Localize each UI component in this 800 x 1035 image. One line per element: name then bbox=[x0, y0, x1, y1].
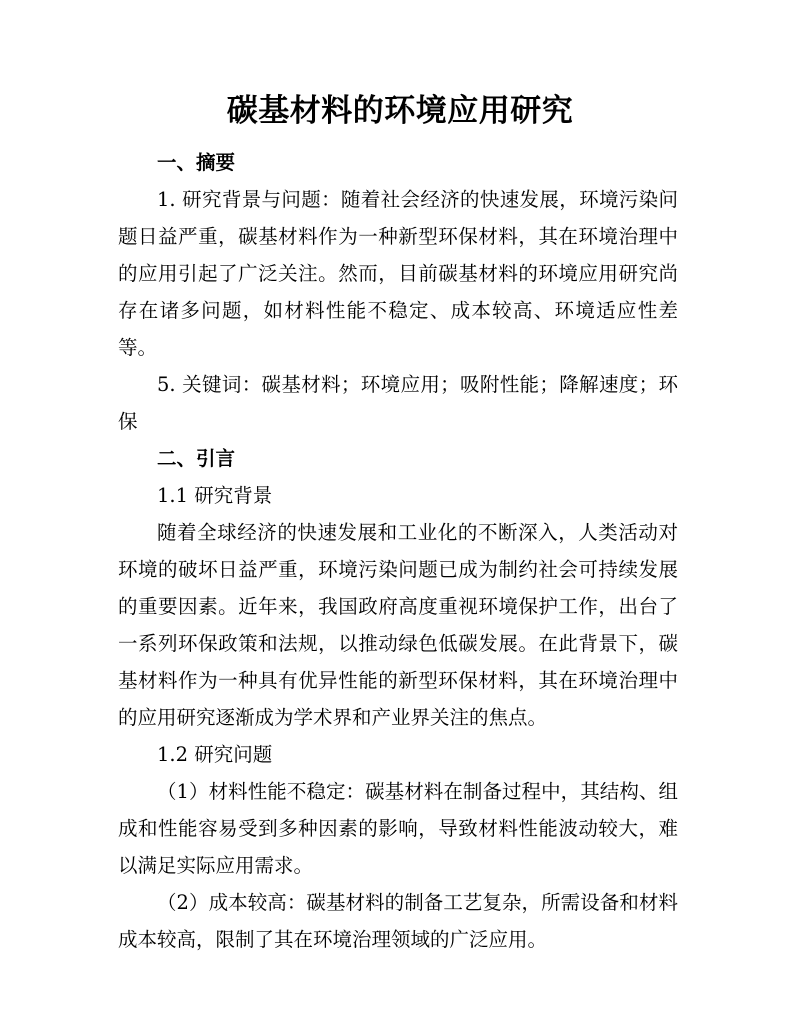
document-body bbox=[118, 144, 678, 958]
research-question-item-2: （2）成本较高：碳基材料的制备工艺复杂，所需设备和材料成本较高，限制了其在环境治理领域的广泛应用。 bbox=[118, 891, 678, 951]
abstract-paragraph: 1. 研究背景与问题：随着社会经济的快速发展，环境污染问题日益严重，碳基材料作为一种新型环保材料，其在环境治理中的应用引起了广泛关注。然而，目前碳基材料的环境应用研究尚存在诸多问题，如材料性能不稳定、成本较高、环境适应性差等。 bbox=[118, 188, 678, 359]
abstract-keywords: 5. 关键词：碳基材料；环境应用；吸附性能；降解速度；环保 bbox=[118, 373, 678, 433]
subheading-research-background: 1.1 研究背景 bbox=[157, 484, 273, 507]
section-heading-introduction: 二、引言 bbox=[157, 447, 236, 470]
document-title: 碳基材料的环境应用研究 bbox=[226, 93, 574, 129]
paragraph-research-background: 随着全球经济的快速发展和工业化的不断深入，人类活动对环境的破坏日益严重，环境污染问题已成为制约社会可持续发展的重要因素。近年来，我国政府高度重视环境保护工作，出台了一系列环保政策和法规，以推动绿色低碳发展。在此背景下，碳基材料作为一种具有优异性能的新型环保材料，其在环境治理中的应用研究逐渐成为学术界和产业界关注的焦点。 bbox=[118, 521, 678, 729]
section-heading-abstract: 一、摘要 bbox=[157, 151, 236, 174]
research-question-item-1: （1）材料性能不稳定：碳基材料在制备过程中，其结构、组成和性能容易受到多种因素的影响，导致材料性能波动较大，难以满足实际应用需求。 bbox=[118, 780, 678, 877]
subheading-research-questions: 1.2 研究问题 bbox=[157, 743, 273, 766]
